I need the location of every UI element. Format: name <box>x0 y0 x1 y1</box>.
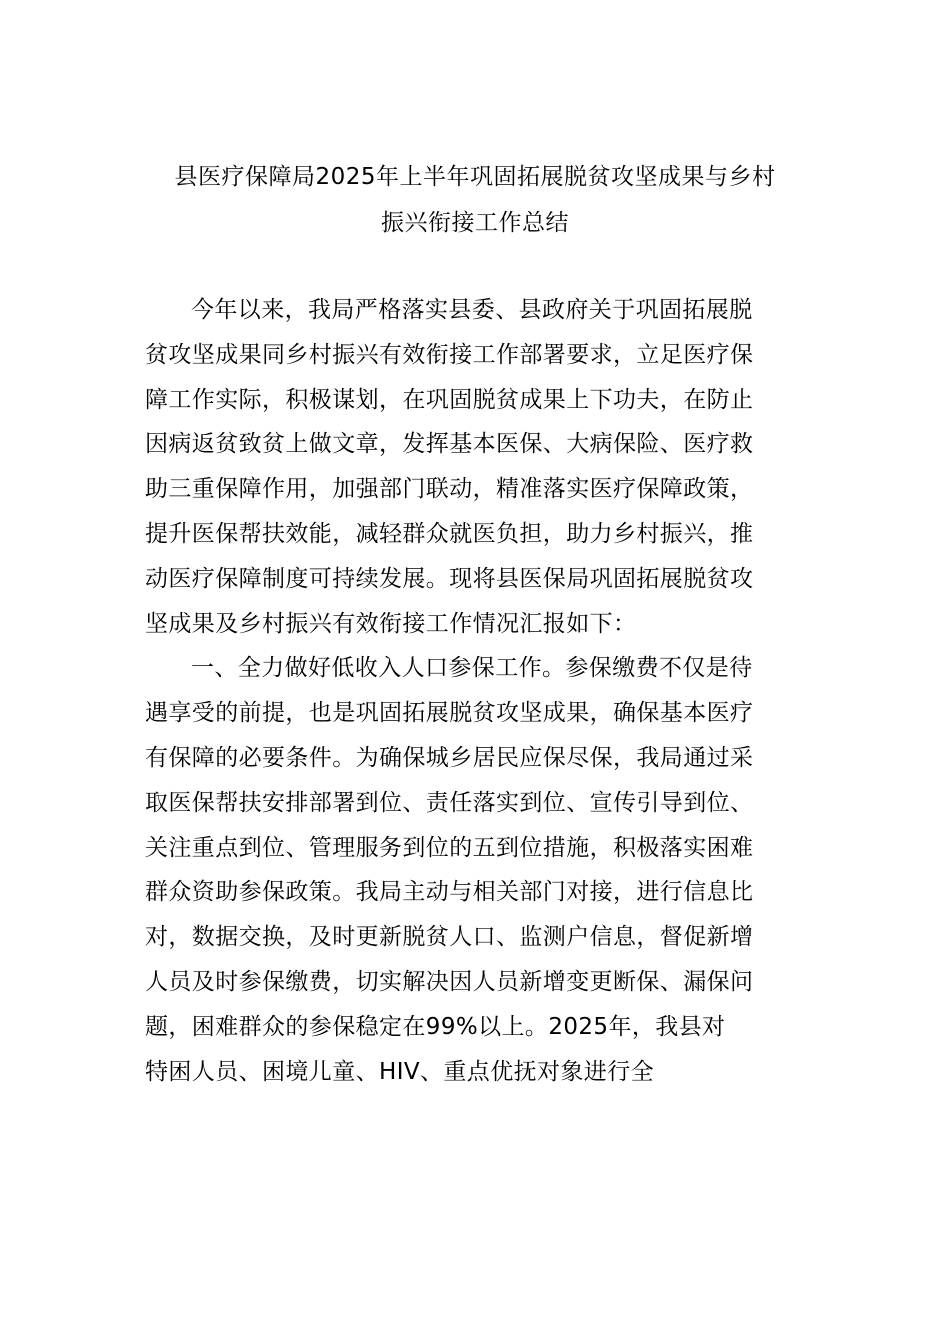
body-line: 题，困难群众的参保稳定在99%以上。2025年，我县对 <box>145 1013 726 1040</box>
body-line: 关注重点到位、管理服务到位的五到位措施，积极落实困难 <box>145 834 754 861</box>
body-line: 今年以来，我局严格落实县委、县政府关于巩固拓展脱 <box>191 297 753 323</box>
body-line: 动医疗保障制度可持续发展。现将县医保局巩固拓展脱贫攻 <box>145 565 754 592</box>
body-line: 有保障的必要条件。为确保城乡居民应保尽保，我局通过采 <box>145 744 754 771</box>
body-line: 助三重保障作用，加强部门联动，精准落实医疗保障政策， <box>145 476 754 503</box>
body-line: 一、全力做好低收入人口参保工作。参保缴费不仅是待 <box>191 655 753 682</box>
body-line: 提升医保帮扶效能，减轻群众就医负担，助力乡村振兴，推 <box>145 520 754 547</box>
body-line: 特困人员、困境儿童、HIV、重点优抚对象进行全 <box>145 1058 655 1085</box>
body-line: 遇享受的前提，也是巩固拓展脱贫攻坚成果，确保基本医疗 <box>145 700 754 727</box>
body-line: 因病返贫致贫上做文章，发挥基本医保、大病保险、医疗救 <box>145 431 754 458</box>
body-line: 对，数据交换，及时更新脱贫人口、监测户信息，督促新增 <box>145 924 754 951</box>
title-line-1: 县医疗保障局2025年上半年巩固拓展脱贫攻坚成果与乡村 <box>174 164 776 190</box>
body-line: 取医保帮扶安排部署到位、责任落实到位、宣传引导到位、 <box>145 789 754 816</box>
body-line: 贫攻坚成果同乡村振兴有效衔接工作部署要求，立足医疗保 <box>145 341 754 368</box>
body-line: 群众资助参保政策。我局主动与相关部门对接，进行信息比 <box>145 879 754 906</box>
document-body <box>145 288 810 1094</box>
body-line: 坚成果及乡村振兴有效衔接工作情况汇报如下： <box>145 610 637 637</box>
document-title <box>140 154 810 246</box>
body-line: 障工作实际，积极谋划，在巩固脱贫成果上下功夫，在防止 <box>145 386 754 413</box>
title-line-2: 振兴衔接工作总结 <box>381 210 569 236</box>
body-line: 人员及时参保缴费，切实解决因人员新增变更断保、漏保问 <box>145 968 754 995</box>
